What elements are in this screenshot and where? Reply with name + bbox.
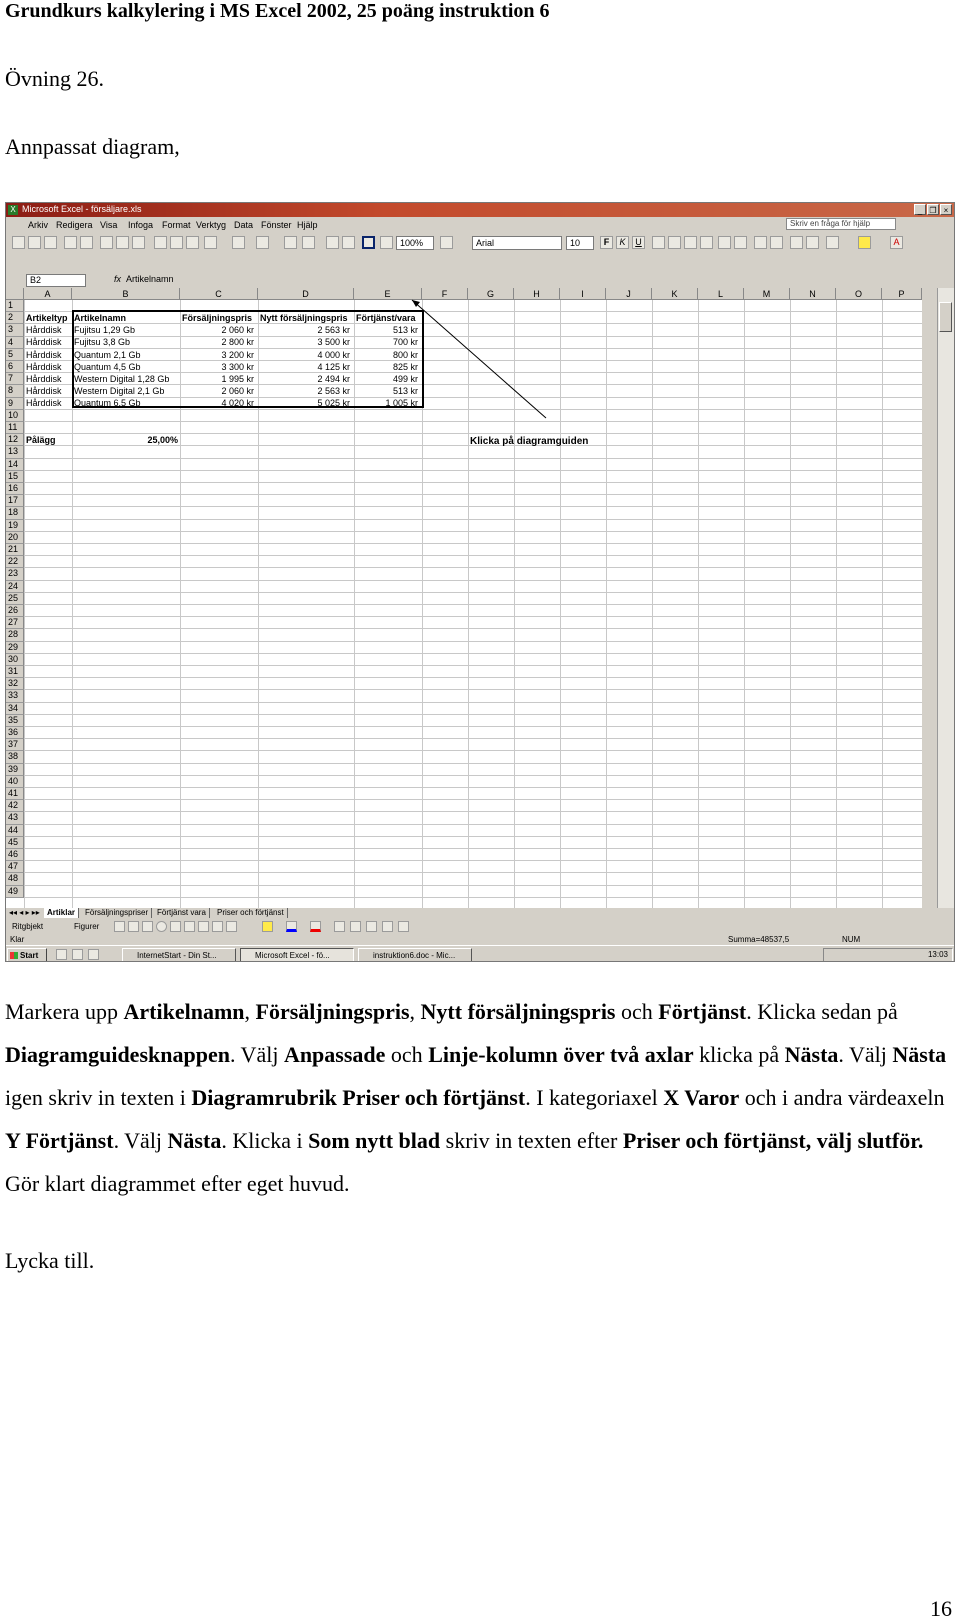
vertical-scrollbar[interactable] (937, 288, 954, 908)
row-header[interactable]: 28 (6, 629, 24, 641)
rectangle-icon[interactable] (142, 921, 153, 932)
cell-nytt-pris[interactable]: 4 125 kr (317, 362, 350, 372)
font-size-select[interactable]: 10 (566, 236, 594, 250)
row-header[interactable]: 15 (6, 471, 24, 483)
task-word[interactable]: instruktion6.doc - Mic... (358, 948, 472, 962)
quicklaunch-desktop-icon[interactable] (56, 949, 67, 960)
clock: 13:03 (927, 950, 948, 959)
scroll-thumb[interactable] (939, 302, 952, 332)
tab-scroll-arrows-icon[interactable]: ◂◂ ◂ ▸ ▸▸ (6, 908, 49, 918)
picture-icon[interactable] (226, 921, 237, 932)
chart-wizard-icon[interactable] (362, 236, 375, 249)
cell-artikeltyp[interactable]: Hårddisk (26, 325, 62, 335)
hyperlink-icon[interactable] (284, 236, 297, 249)
row-header[interactable]: 39 (6, 764, 24, 776)
para-text: och (615, 999, 659, 1024)
para-bold: Y Förtjänst (5, 1128, 114, 1153)
row-header[interactable]: 22 (6, 556, 24, 568)
menu-format[interactable]: Format (162, 220, 191, 230)
increase-indent-icon[interactable] (806, 236, 819, 249)
para-bold: Diagramguidesknappen (5, 1042, 230, 1067)
font-select[interactable]: Arial (472, 236, 562, 250)
cell-fortjanst[interactable]: 499 kr (392, 374, 418, 384)
cell-nytt-pris[interactable]: 5 025 kr (317, 398, 350, 408)
windows-taskbar (6, 945, 954, 962)
column-header-i[interactable]: I (560, 288, 606, 300)
column-header-m[interactable]: M (744, 288, 790, 300)
cut-icon[interactable] (154, 236, 167, 249)
instruction-paragraph (5, 990, 955, 1205)
increase-decimal-icon[interactable] (754, 236, 767, 249)
para-text: klicka på (693, 1042, 785, 1067)
italic-icon[interactable]: K (616, 236, 629, 249)
cell-fortjanst[interactable]: 513 kr (392, 325, 418, 335)
row-header[interactable]: 1 (6, 300, 24, 312)
row-header[interactable]: 25 (6, 593, 24, 605)
cell-artikeltyp[interactable]: Hårddisk (26, 350, 62, 360)
sheet-tab-fortjanst-vara[interactable]: Förtjänst vara (154, 908, 210, 918)
cell-artikelnamn[interactable]: Fujitsu 3,8 Gb (74, 337, 131, 347)
cell-nytt-pris[interactable]: 2 563 kr (317, 325, 350, 335)
row-header[interactable]: 32 (6, 678, 24, 690)
drawing-icon[interactable] (380, 236, 393, 249)
diagram-icon[interactable] (198, 921, 209, 932)
row-header[interactable]: 7 (6, 373, 24, 385)
closing-text: Lycka till. (5, 1248, 95, 1273)
row-header[interactable]: 30 (6, 654, 24, 666)
status-num: NUM (842, 935, 861, 944)
window-title: Microsoft Excel - försäljare.xls (22, 204, 142, 214)
quicklaunch-media-icon[interactable] (88, 949, 99, 960)
para-text: . Välj (113, 1128, 168, 1153)
cell-artikelnamn[interactable]: Quantum 4,5 Gb (74, 362, 141, 372)
row-header[interactable]: 33 (6, 690, 24, 702)
row-header[interactable]: 49 (6, 886, 24, 898)
annotation-arrow (6, 288, 922, 908)
para-bold: Artikelnamn (123, 999, 245, 1024)
excel-title-bar (6, 203, 954, 217)
arrow-icon[interactable] (128, 921, 139, 932)
task-excel[interactable]: Microsoft Excel - fö... (240, 948, 354, 962)
line-icon[interactable] (114, 921, 125, 932)
oval-icon[interactable] (156, 921, 167, 932)
cell-pris[interactable]: 2 800 kr (221, 337, 254, 347)
para-bold: Nästa (784, 1042, 839, 1067)
restore-icon[interactable]: ❐ (927, 204, 939, 215)
sheet-tab-forsaljningspriser[interactable]: Försäljningspriser (82, 908, 152, 918)
row-header[interactable]: 9 (6, 398, 24, 410)
row-header[interactable]: 23 (6, 568, 24, 580)
zoom-select[interactable]: 100% (396, 236, 434, 250)
menu-bar (6, 217, 954, 233)
para-text: . Klicka i (221, 1128, 309, 1153)
header-artikelnamn[interactable]: Artikelnamn (74, 313, 127, 323)
system-tray (823, 948, 953, 962)
row-header[interactable]: 21 (6, 544, 24, 556)
wordart-icon[interactable] (184, 921, 195, 932)
align-center-icon[interactable] (668, 236, 681, 249)
formula-bar (6, 273, 954, 288)
row-header[interactable]: 8 (6, 385, 24, 397)
drawing-toolbar (6, 919, 954, 935)
para-bold: Priser och förtjänst, välj slutför. (622, 1128, 924, 1153)
column-header-f[interactable]: F (422, 288, 468, 300)
formula-input[interactable]: Artikelnamn (126, 274, 174, 284)
cell-artikeltyp[interactable]: Hårddisk (26, 362, 62, 372)
quicklaunch-ie-icon[interactable] (72, 949, 83, 960)
header-artikeltyp[interactable]: Artikeltyp (26, 313, 68, 323)
cell-fortjanst[interactable]: 825 kr (392, 362, 418, 372)
row-header[interactable]: 3 (6, 324, 24, 336)
row-header[interactable]: 16 (6, 483, 24, 495)
cell-pris[interactable]: 2 060 kr (221, 325, 254, 335)
draw-menu[interactable]: Ritgbjekt (12, 922, 44, 931)
textbox-icon[interactable] (170, 921, 181, 932)
row-header[interactable]: 24 (6, 581, 24, 593)
cell-pris[interactable]: 4 020 kr (221, 398, 254, 408)
exercise-title: Övning 26. (5, 66, 104, 91)
row-header[interactable]: 10 (6, 410, 24, 422)
row-header[interactable]: 4 (6, 337, 24, 349)
row-header[interactable]: 29 (6, 642, 24, 654)
row-header[interactable]: 41 (6, 788, 24, 800)
menu-fonster[interactable]: Fönster (261, 220, 292, 230)
para-text: och (385, 1042, 429, 1067)
line-style-icon[interactable] (334, 921, 345, 932)
cell-pris[interactable]: 1 995 kr (221, 374, 254, 384)
align-left-icon[interactable] (652, 236, 665, 249)
row-header[interactable]: 44 (6, 825, 24, 837)
row-header[interactable]: 36 (6, 727, 24, 739)
status-bar (6, 935, 954, 945)
column-header-b[interactable]: B (72, 288, 180, 300)
para-text: , (409, 999, 421, 1024)
para-text: , (244, 999, 256, 1024)
cell-pris[interactable]: 2 060 kr (221, 386, 254, 396)
cell-fortjanst[interactable]: 513 kr (392, 386, 418, 396)
row-header[interactable]: 26 (6, 605, 24, 617)
3d-icon[interactable] (398, 921, 409, 932)
para-bold: Nästa (892, 1042, 947, 1067)
status-sum: Summa=48537,5 (728, 935, 790, 944)
para-text: . I kategoriaxel (525, 1085, 664, 1110)
row-header[interactable]: 27 (6, 617, 24, 629)
column-header-p[interactable]: P (882, 288, 922, 300)
header-fortjanst[interactable]: Förtjänst/vara (356, 313, 416, 323)
copy-icon[interactable] (170, 236, 183, 249)
column-header-h[interactable]: H (514, 288, 560, 300)
para-text: igen skriv in texten i (5, 1085, 192, 1110)
sheet-tabs (6, 908, 954, 919)
row-header[interactable]: 45 (6, 837, 24, 849)
column-header-l[interactable]: L (698, 288, 744, 300)
para-bold: Förtjänst (658, 999, 747, 1024)
sort-ascending-icon[interactable] (326, 236, 339, 249)
column-header-d[interactable]: D (258, 288, 354, 300)
font-color-icon[interactable]: A (890, 236, 903, 249)
annotation-chart-wizard: Klicka på diagramguiden (470, 436, 589, 447)
draw-font-color-icon[interactable] (310, 921, 321, 932)
cell-artikelnamn[interactable]: Quantum 6,5 Gb (74, 398, 141, 408)
document-header: Grundkurs kalkylering i MS Excel 2002, 25 poäng instruktion 6 (5, 0, 550, 22)
column-header-c[interactable]: C (180, 288, 258, 300)
cell-pris[interactable]: 3 200 kr (221, 350, 254, 360)
print-preview-icon[interactable] (116, 236, 129, 249)
para-bold: Diagramrubrik Priser och förtjänst (191, 1085, 526, 1110)
row-header[interactable]: 38 (6, 751, 24, 763)
row-header[interactable]: 17 (6, 495, 24, 507)
bold-icon[interactable]: F (600, 236, 613, 249)
cell-artikelnamn[interactable]: Western Digital 2,1 Gb (74, 386, 165, 396)
header-forsaljningspris[interactable]: Försäljningspris (182, 313, 253, 323)
merge-center-icon[interactable] (700, 236, 713, 249)
column-header-k[interactable]: K (652, 288, 698, 300)
cell-fortjanst[interactable]: 1 005 kr (385, 398, 418, 408)
autosum-icon[interactable] (302, 236, 315, 249)
menu-infoga[interactable]: Infoga (128, 220, 154, 230)
excel-app-icon: X (8, 205, 18, 215)
shadow-icon[interactable] (382, 921, 393, 932)
standard-toolbar (6, 233, 954, 253)
sheet-tab-priser-och-fortjanst[interactable]: Priser och förtjänst (214, 908, 288, 918)
column-header-j[interactable]: J (606, 288, 652, 300)
para-bold: Anpassade (283, 1042, 386, 1067)
column-header-a[interactable]: A (24, 288, 72, 300)
name-box[interactable]: B2 (26, 274, 86, 287)
para-text: skriv in texten efter (440, 1128, 623, 1153)
cell-artikelnamn[interactable]: Fujitsu 1,29 Gb (74, 325, 136, 335)
para-bold: Som nytt blad (308, 1128, 441, 1153)
worksheet-grid[interactable] (6, 288, 922, 908)
underline-icon[interactable]: U (632, 236, 645, 249)
arrow-style-icon[interactable] (366, 921, 377, 932)
para-text: . Klicka sedan på (746, 999, 898, 1024)
row-header[interactable]: 46 (6, 849, 24, 861)
header-nytt-forsaljningspris[interactable]: Nytt försäljningspris (260, 313, 348, 323)
spelling-icon[interactable] (132, 236, 145, 249)
row-header[interactable]: 43 (6, 812, 24, 824)
currency-icon[interactable] (718, 236, 731, 249)
undo-icon[interactable] (232, 236, 245, 249)
sort-descending-icon[interactable] (342, 236, 355, 249)
menu-verktyg[interactable]: Verktyg (196, 220, 227, 230)
cell-pris[interactable]: 3 300 kr (221, 362, 254, 372)
cell-nytt-pris[interactable]: 4 000 kr (317, 350, 350, 360)
help-icon[interactable] (440, 236, 453, 249)
redo-icon[interactable] (256, 236, 269, 249)
cell-artikeltyp[interactable]: Hårddisk (26, 337, 62, 347)
clipart-icon[interactable] (212, 921, 223, 932)
row-header[interactable]: 14 (6, 459, 24, 471)
column-header-o[interactable]: O (836, 288, 882, 300)
cell-nytt-pris[interactable]: 2 494 kr (317, 374, 350, 384)
permission-icon[interactable] (64, 236, 77, 249)
sheet-tab-artiklar[interactable]: Artiklar (44, 908, 79, 918)
start-button[interactable]: Start (7, 948, 47, 962)
row-header[interactable]: 37 (6, 739, 24, 751)
status-ready: Klar (10, 935, 25, 944)
decrease-decimal-icon[interactable] (770, 236, 783, 249)
menu-arkiv[interactable]: Arkiv (28, 220, 48, 230)
minimize-icon[interactable]: _ (914, 204, 926, 215)
open-icon[interactable] (28, 236, 41, 249)
row-header[interactable]: 19 (6, 520, 24, 532)
format-painter-icon[interactable] (204, 236, 217, 249)
function-icon[interactable]: fx (114, 274, 122, 284)
row-header[interactable]: 13 (6, 446, 24, 458)
cell-palagg-value[interactable]: 25,00% (147, 435, 178, 445)
fill-color-icon[interactable] (858, 236, 871, 249)
para-text: . Välj (838, 1042, 893, 1067)
decrease-indent-icon[interactable] (790, 236, 803, 249)
row-header[interactable]: 12 (6, 434, 24, 446)
email-icon[interactable] (80, 236, 93, 249)
menu-redigera[interactable]: Redigera (56, 220, 93, 230)
menu-hjalp[interactable]: Hjälp (297, 220, 318, 230)
cell-artikeltyp[interactable]: Hårddisk (26, 386, 62, 396)
para-bold: Nästa (167, 1128, 222, 1153)
row-header[interactable]: 6 (6, 361, 24, 373)
percent-icon[interactable] (734, 236, 747, 249)
row-header[interactable]: 18 (6, 507, 24, 519)
cell-fortjanst[interactable]: 700 kr (392, 337, 418, 347)
row-header[interactable]: 35 (6, 715, 24, 727)
column-header-n[interactable]: N (790, 288, 836, 300)
task-internetstart[interactable]: InternetStart - Din St... (122, 948, 236, 962)
draw-fill-color-icon[interactable] (262, 921, 273, 932)
cell-artikelnamn[interactable]: Quantum 2,1 Gb (74, 350, 141, 360)
column-header-e[interactable]: E (354, 288, 422, 300)
row-header[interactable]: 40 (6, 776, 24, 788)
para-text: Markera upp (5, 999, 124, 1024)
close-icon[interactable]: × (940, 204, 952, 215)
row-header[interactable]: 48 (6, 873, 24, 885)
save-icon[interactable] (44, 236, 57, 249)
borders-icon[interactable] (826, 236, 839, 249)
para-bold: Linje-kolumn över två axlar (428, 1042, 694, 1067)
dash-style-icon[interactable] (350, 921, 361, 932)
cell-fortjanst[interactable]: 800 kr (392, 350, 418, 360)
row-header[interactable]: 42 (6, 800, 24, 812)
cell-artikelnamn[interactable]: Western Digital 1,28 Gb (74, 374, 170, 384)
align-right-icon[interactable] (684, 236, 697, 249)
cell-palagg-label[interactable]: Pålägg (26, 435, 56, 445)
para-text: Gör klart diagrammet efter eget huvud. (5, 1171, 350, 1196)
para-text: och i andra värdeaxeln (739, 1085, 945, 1110)
excel-screenshot (5, 202, 955, 962)
autoshapes-menu[interactable]: Figurer (74, 922, 100, 931)
help-question-box[interactable]: Skriv en fråga för hjälp (786, 218, 896, 230)
row-header[interactable]: 34 (6, 703, 24, 715)
para-text: . Välj (229, 1042, 284, 1067)
menu-data[interactable]: Data (234, 220, 254, 230)
cell-nytt-pris[interactable]: 2 563 kr (317, 386, 350, 396)
page-number: 16 (930, 1596, 952, 1621)
cell-nytt-pris[interactable]: 3 500 kr (317, 337, 350, 347)
row-header[interactable]: 11 (6, 422, 24, 434)
para-bold: X Varor (663, 1085, 740, 1110)
row-header[interactable]: 2 (6, 312, 24, 324)
line-color-icon[interactable] (286, 921, 297, 932)
paste-icon[interactable] (186, 236, 199, 249)
new-icon[interactable] (12, 236, 25, 249)
exercise-subtitle: Annpassat diagram, (5, 134, 180, 159)
para-bold: Nytt försäljningspris (420, 999, 616, 1024)
menu-visa[interactable]: Visa (100, 220, 118, 230)
cell-artikeltyp[interactable]: Hårddisk (26, 398, 62, 408)
row-header[interactable]: 5 (6, 349, 24, 361)
column-header-g[interactable]: G (468, 288, 514, 300)
cell-artikeltyp[interactable]: Hårddisk (26, 374, 62, 384)
row-header[interactable]: 20 (6, 532, 24, 544)
row-header[interactable]: 47 (6, 861, 24, 873)
row-header[interactable]: 31 (6, 666, 24, 678)
para-bold: Försäljningspris (255, 999, 410, 1024)
print-icon[interactable] (100, 236, 113, 249)
